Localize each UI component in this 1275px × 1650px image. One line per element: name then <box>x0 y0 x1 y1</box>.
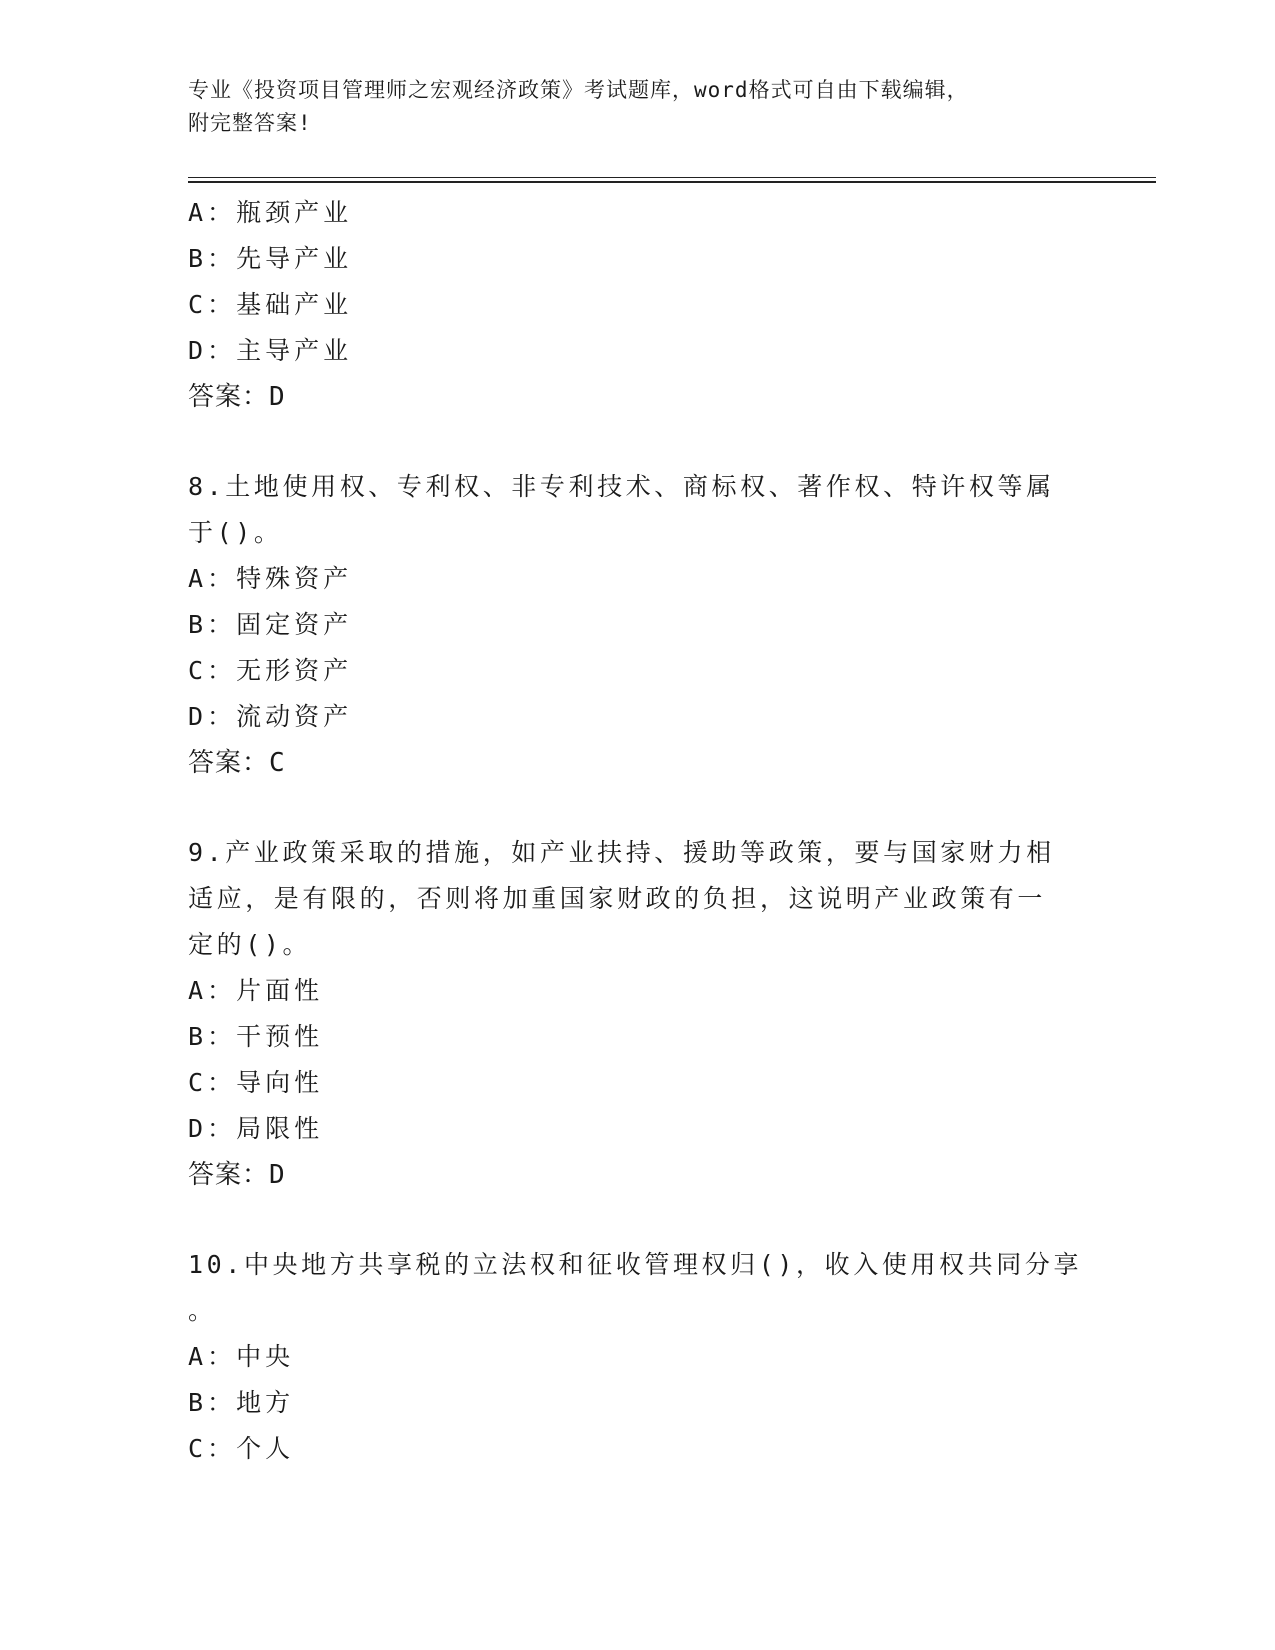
option-a: A：瓶颈产业 <box>188 198 353 227</box>
question-7-partial <box>188 190 1088 420</box>
option-c: C：导向性 <box>188 1068 324 1097</box>
option-b: B：地方 <box>188 1388 295 1417</box>
question-9 <box>188 830 1088 1198</box>
question-stem-line: 。 <box>188 1296 217 1325</box>
header-line-2: 附完整答案! <box>188 111 312 135</box>
option-d: D：局限性 <box>188 1114 324 1143</box>
spacer <box>188 1198 1088 1242</box>
spacer <box>188 786 1088 830</box>
option-a: A：片面性 <box>188 976 324 1005</box>
question-stem-line: 适应，是有限的，否则将加重国家财政的负担，这说明产业政策有一 <box>188 884 1047 913</box>
document-header <box>188 74 1068 140</box>
question-10 <box>188 1242 1088 1472</box>
question-8 <box>188 464 1088 786</box>
answer-line: 答案：D <box>188 382 286 412</box>
option-b: B：先导产业 <box>188 244 353 273</box>
option-b: B：干预性 <box>188 1022 324 1051</box>
option-c: C：无形资产 <box>188 656 353 685</box>
question-stem-line: 10.中央地方共享税的立法权和征收管理权归()，收入使用权共同分享 <box>188 1250 1083 1279</box>
answer-line: 答案：D <box>188 1160 286 1190</box>
header-divider-thin <box>188 177 1156 178</box>
option-a: A：特殊资产 <box>188 564 353 593</box>
option-b: B：固定资产 <box>188 610 353 639</box>
option-a: A：中央 <box>188 1342 295 1371</box>
answer-line: 答案：C <box>188 748 286 778</box>
question-stem-line: 定的()。 <box>188 930 312 959</box>
question-stem-line: 8.土地使用权、专利权、非专利技术、商标权、著作权、特许权等属 <box>188 472 1055 501</box>
spacer <box>188 420 1088 464</box>
question-list <box>188 190 1088 1472</box>
option-d: D：流动资产 <box>188 702 353 731</box>
question-stem-line: 9.产业政策采取的措施，如产业扶持、援助等政策，要与国家财力相 <box>188 838 1055 867</box>
option-c: C：个人 <box>188 1434 295 1463</box>
option-d: D：主导产业 <box>188 336 353 365</box>
header-line-1: 专业《投资项目管理师之宏观经济政策》考试题库，word格式可自由下载编辑， <box>188 78 969 102</box>
question-stem-line: 于()。 <box>188 518 283 547</box>
header-divider-thick <box>188 181 1156 183</box>
option-c: C：基础产业 <box>188 290 353 319</box>
